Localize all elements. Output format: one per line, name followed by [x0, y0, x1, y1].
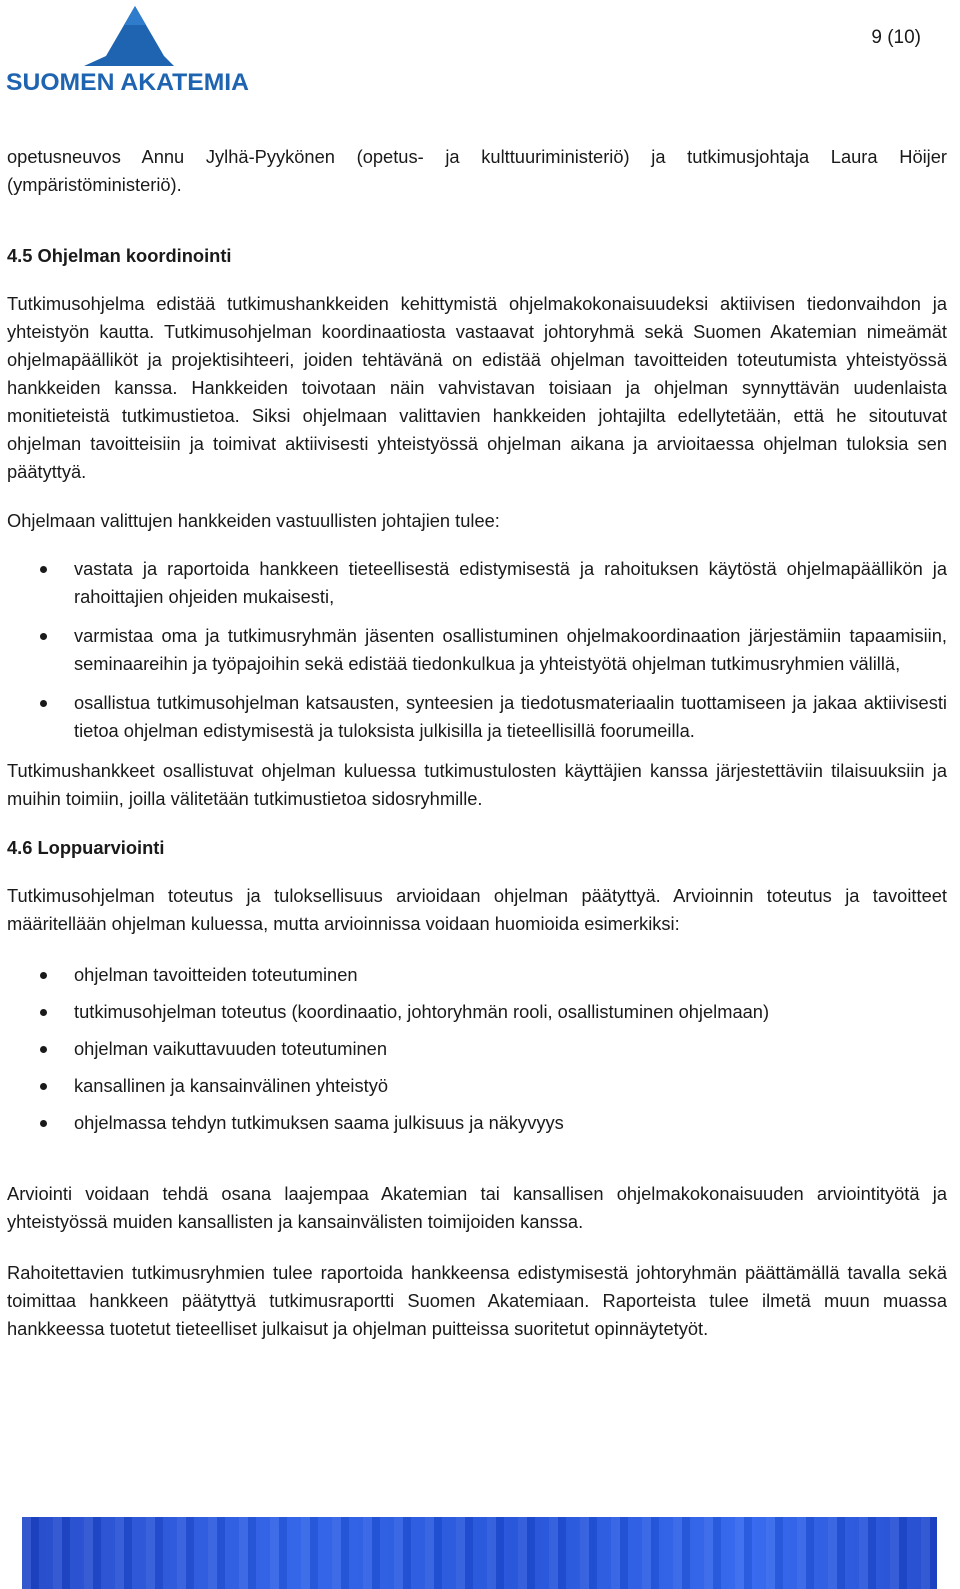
list-item: vastata ja raportoida hankkeen tieteellisestä edistymisestä ja rahoituksen käytöstä ohjelmapäällikön ja rahoittajien ohjeiden mukaisesti,: [7, 555, 947, 611]
section-heading-4-5: 4.5 Ohjelman koordinointi: [7, 245, 232, 266]
logo-mark-icon: [6, 4, 250, 96]
list-item: tutkimusohjelman toteutus (koordinaatio, johtoryhmän rooli, osallistuminen ohjelmaan): [7, 998, 947, 1026]
footer-decorative-band: [22, 1517, 937, 1589]
paragraph: Arviointi voidaan tehdä osana laajempaa Akatemian tai kansallisen ohjelmakokonaisuuden arviointityötä ja yhteistyössä muiden kansallisten ja kansainvälisten toimijoiden kanssa.: [7, 1183, 947, 1232]
list-item: kansallinen ja kansainvälinen yhteistyö: [7, 1072, 947, 1100]
list-item: osallistua tutkimusohjelman katsausten, synteesien ja tiedotusmateriaalin tuottamiseen ja jakaa aktiivisesti tietoa ohjelman edistymisestä ja tuloksista julkisilla ja tieteellisillä foorumeilla.: [7, 689, 947, 745]
bullet-list: [7, 961, 947, 1137]
paragraph: Tutkimusohjelma edistää tutkimushankkeiden kehittymistä ohjelmakokonaisuudeksi aktiivisen tiedonvaihdon ja yhteistyön kautta. Tutkimusohjelman koordinaatiosta vastaavat johtoryhmä sekä Suomen Akatemian nimeämät ohjelmapäälliköt ja projektisihteeri, joiden tehtävänä on edistää ohjelman tavoitteiden toteutumista yhteistyössä hankkeiden kanssa. Hankkeiden toivotaan näin vahvistavan toisiaan ja ohjelman synnyttävän uudenlaista monitieteistä tutkimustietoa. Siksi ohjelmaan valittavien hankkeiden johtajilta edellytetään, että he sitoutuvat ohjelman tavoitteisiin ja toimivat aktiivisesti yhteistyössä ohjelman aikana ja arvioitaessa ohjelman tuloksia sen päätyttyä.: [7, 293, 947, 482]
suomen-akatemia-logo: [6, 4, 250, 96]
paragraph: Rahoitettavien tutkimusryhmien tulee raportoida hankkeensa edistymisestä johtoryhmän päättämällä tavalla sekä toimittaa hankkeen päätyttyä tutkimusraportti Suomen Akatemiaan. Raporteista tulee ilmetä muun muassa hankkeessa tuotetut tieteelliset julkaisut ja ohjelman puitteissa suoritetut opinnäytetyöt.: [7, 1262, 947, 1339]
paragraph: Tutkimusohjelman toteutus ja tuloksellisuus arvioidaan ohjelman päätyttyä. Arvioinnin toteutus ja tavoitteet määritellään ohjelman kuluessa, mutta arvioinnissa voidaan huomioida esimerkiksi:: [7, 885, 947, 934]
paragraph: Ohjelmaan valittujen hankkeiden vastuullisten johtajien tulee:: [7, 510, 500, 531]
document-body: [7, 143, 947, 1343]
list-item: varmistaa oma ja tutkimusryhmän jäsenten osallistuminen ohjelmakoordinaation järjestämiin tapaamisiin, seminaareihin ja työpajoihin sekä edistää tiedonkulkua ja yhteistyötä ohjelman tutkimusryhmien välillä,: [7, 622, 947, 678]
page-number: 9 (10): [871, 27, 921, 48]
section-heading-4-6: 4.6 Loppuarviointi: [7, 837, 165, 858]
list-item: ohjelman tavoitteiden toteutuminen: [7, 961, 947, 989]
paragraph: Tutkimushankkeet osallistuvat ohjelman kuluessa tutkimustulosten käyttäjien kanssa järjestettäviin tilaisuuksiin ja muihin toimiin, joilla välitetään tutkimustietoa sidosryhmille.: [7, 760, 947, 809]
intro-continuation: opetusneuvos Annu Jylhä-Pyykönen (opetus- ja kulttuuriministeriö) ja tutkimusjohtaja Laura Höijer (ympäristöministeriö).: [7, 146, 947, 195]
logo-text: SUOMEN AKATEMIA: [6, 69, 250, 96]
bullet-list: [7, 555, 947, 745]
list-item: ohjelmassa tehdyn tutkimuksen saama julkisuus ja näkyvyys: [7, 1109, 947, 1137]
list-item: ohjelman vaikuttavuuden toteutuminen: [7, 1035, 947, 1063]
